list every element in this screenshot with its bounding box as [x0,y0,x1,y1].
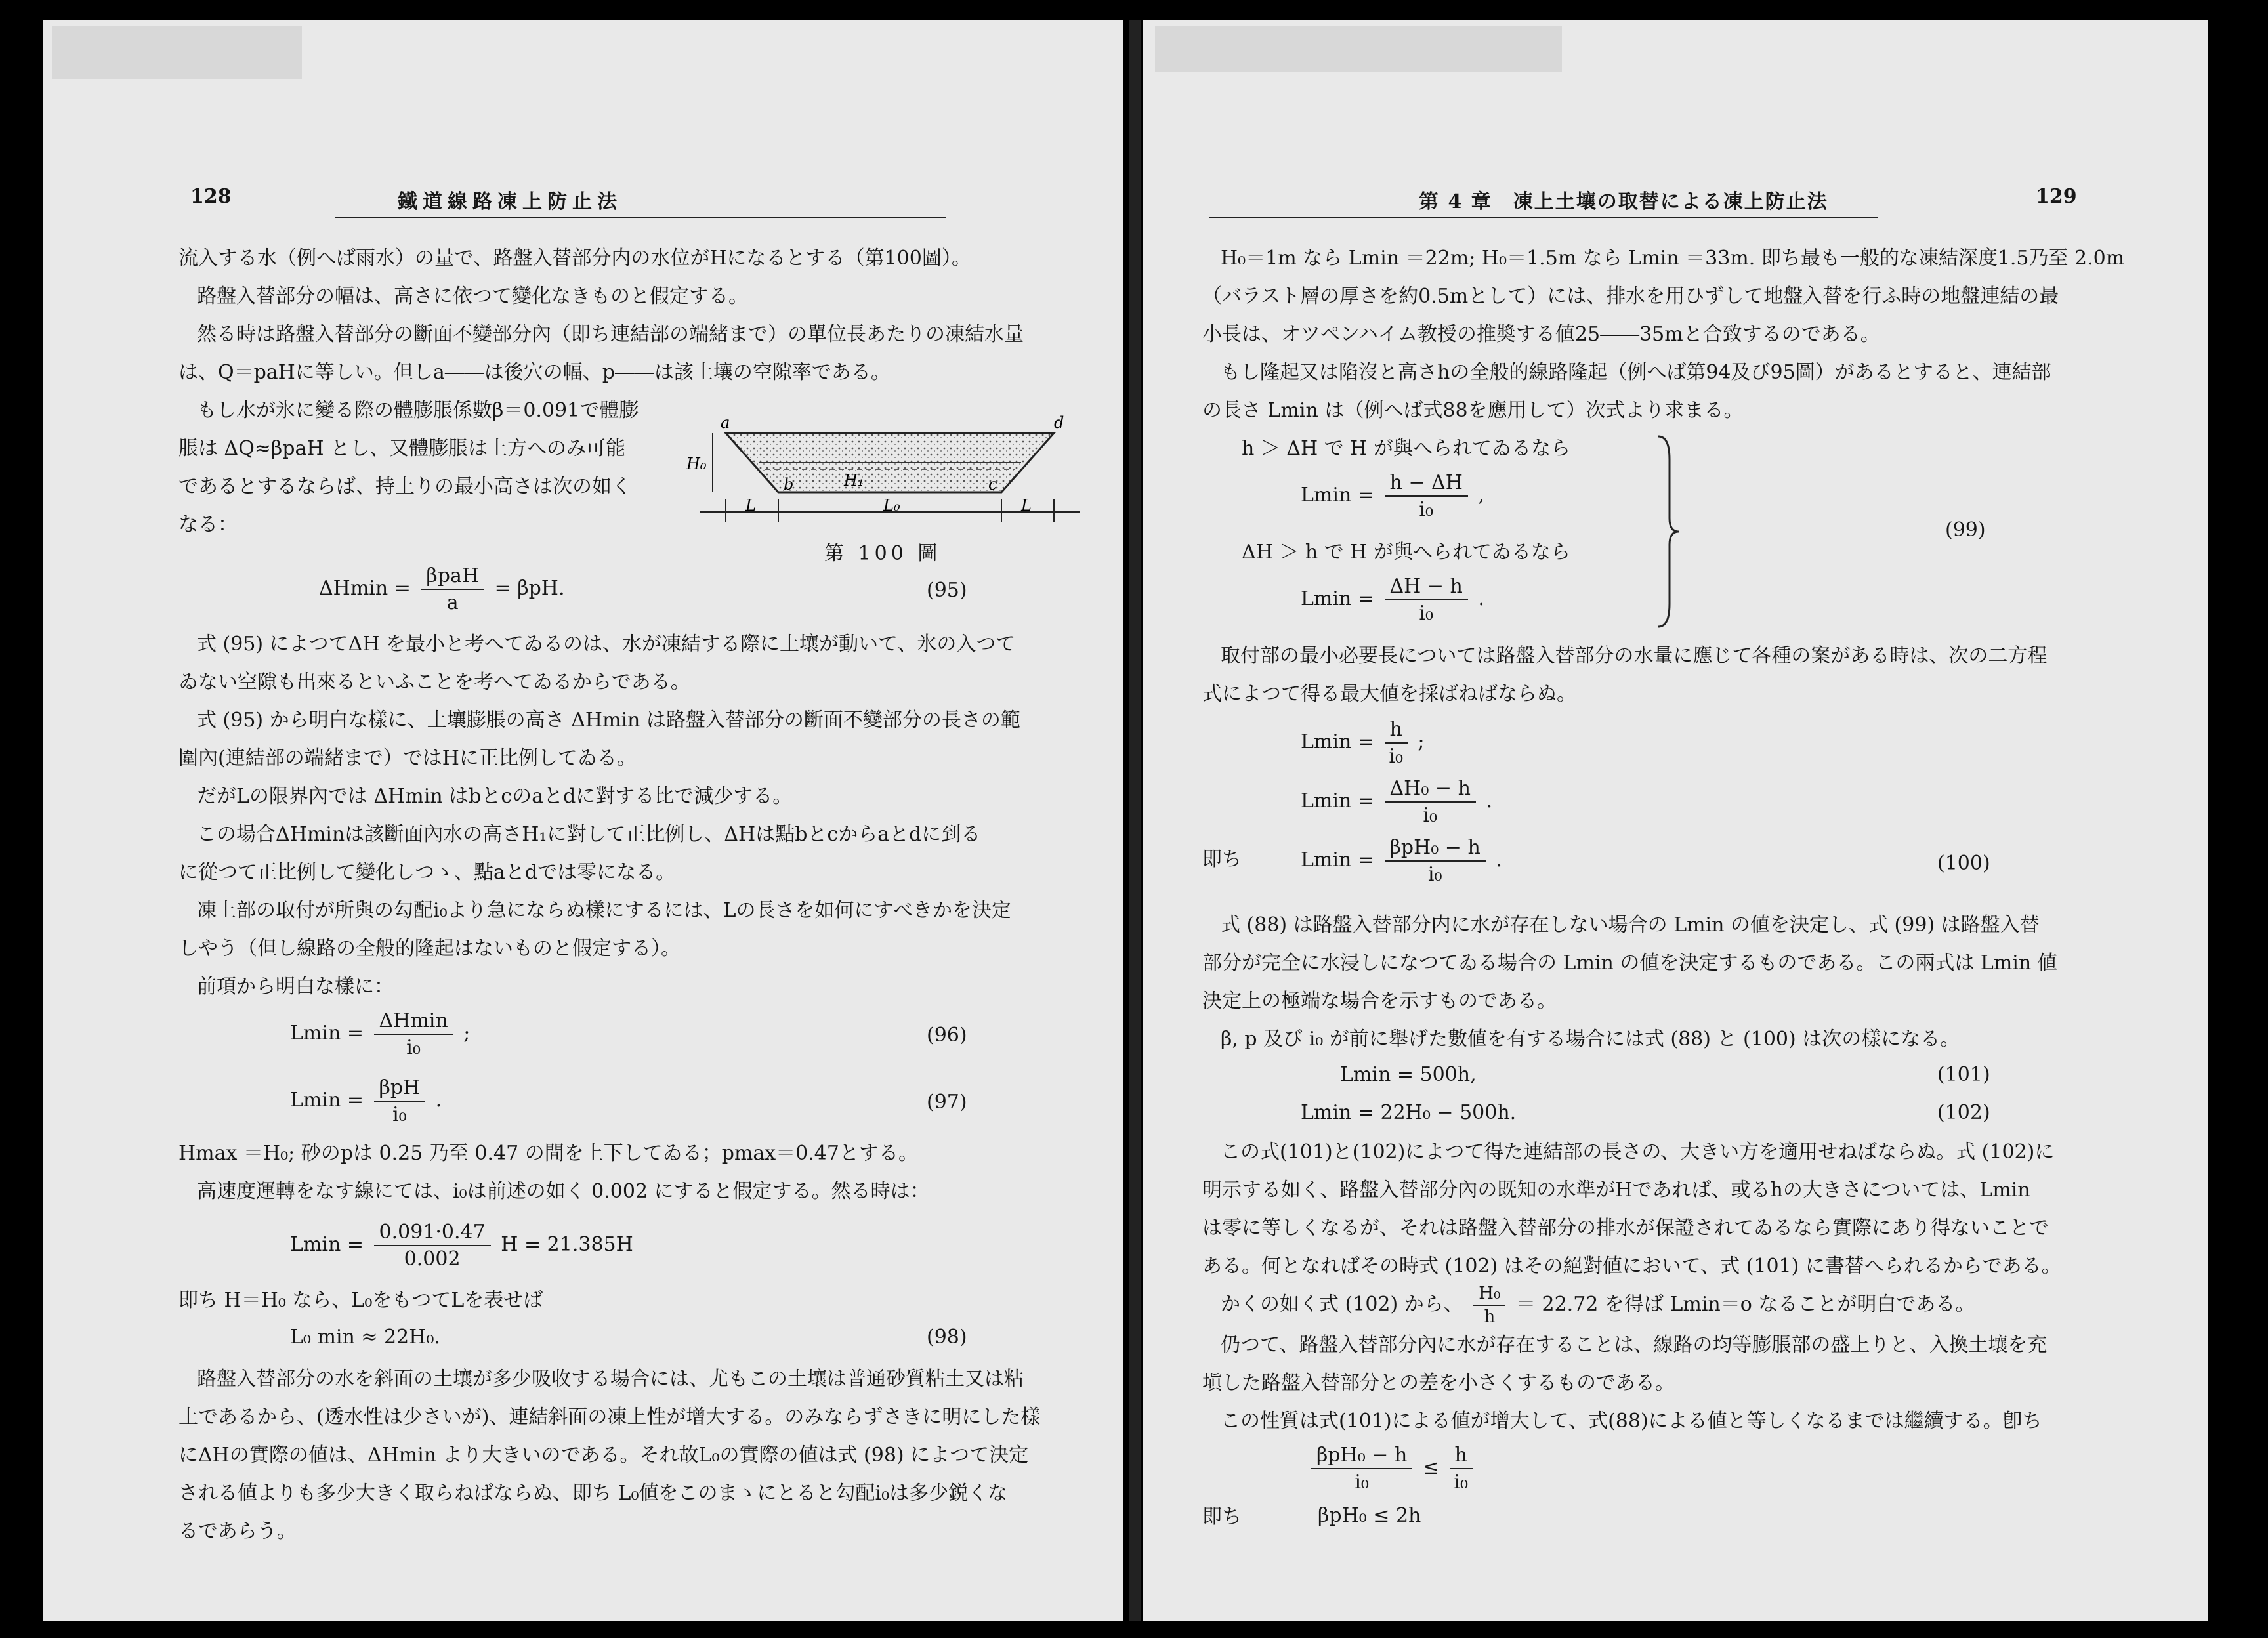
fraction [374,1076,426,1126]
equation-99b [1301,575,1484,625]
operator: ≤ [1422,1456,1439,1479]
eq-lhs: Lmin = [1301,849,1374,872]
fig-label-b: b [784,475,794,494]
denominator: i₀ [406,1036,421,1059]
fraction [1385,718,1408,768]
eq-rhs: . [1486,789,1492,812]
text-line: 式 (88) は路盤入替部分内に水が存在しない場合の Lmin の値を決定し、式 (99) は路盤入替 [1221,914,2040,936]
text-line: H₀＝1m なら Lmin ＝22m; H₀＝1.5m なら Lmin ＝33m. 即ち最も一般的な凍結深度1.5乃至 2.0m [1221,247,2125,270]
fraction [421,564,484,614]
denominator: i₀ [1419,498,1433,521]
right-page-number: 129 [2036,185,2077,208]
right-page-header [1143,177,2208,223]
text-line: 流入する水（例へば雨水）の量で、路盤入替部分内の水位がHになるとする（第100圖）。 [178,247,971,270]
denominator: i₀ [1423,804,1438,827]
left-header-rule [335,217,946,218]
equation-100a [1301,718,1425,768]
left-running-title: 鐵道線路凍上防止法 [398,190,622,213]
numerator: βpaH [421,564,484,590]
text-line: される値よりも多少大きく取らねばならぬ、即ち L₀値をこのまゝにとると勾配i₀は多少鋭くな [178,1482,1008,1505]
right-header-rule [1209,217,1878,218]
text-line: であるとするならば、持上りの最小高さは次の如く [178,475,631,498]
text-line: もし隆起又は陷沒と高さhの全般的線路隆起（例へば第94及び95圖）があるとすると、連結部 [1221,361,2051,384]
text-line: 式 (95) から明白な樣に、土壤膨脹の高さ ΔHmin は路盤入替部分の斷面不變部分の長さの範 [197,709,1020,732]
denominator: a [446,591,459,614]
text-line: この式(101)と(102)によつて得た連結部の長さの、大きい方を適用せねばならぬ。式 (102)に [1221,1141,2055,1164]
equation-number-99: (99) [1945,518,1986,541]
numerator: ΔH − h [1385,575,1468,600]
text-line: ある。何となればその時式 (102) はその絕對値において、式 (101) に書替へられるからである。 [1202,1255,2061,1278]
text-line: 路盤入替部分の水を斜面の土壤が多少吸收する場合には、尤もこの土壤は普通砂質粘土又は粘 [197,1368,1024,1391]
equation-calc [290,1221,633,1270]
equation-96 [290,1009,470,1059]
equation-101: Lmin = 500h, [1340,1063,1477,1086]
fig-label-c: c [988,475,998,494]
equation-98: L₀ min ≈ 22H₀. [290,1326,440,1349]
eq-rhs: ; [463,1022,471,1045]
equation-number-98: (98) [927,1326,967,1349]
fig-label-l-right: L [1021,496,1032,514]
fig-label-h0: H₀ [686,455,707,473]
fraction [1385,575,1468,625]
scan-noise [52,26,302,79]
text-line: 小長は、オツペンハイム教授の推奬する値25――35mと合致するのである。 [1202,323,1880,346]
denominator: 0.002 [404,1248,461,1270]
text-line: 然る時は路盤入替部分の斷面不變部分內（即ち連結部の端緒まで）の單位長あたりの凍結水量 [197,323,1024,346]
eq-rhs: H = 21.385H [501,1233,633,1256]
equation-102: Lmin = 22H₀ − 500h. [1301,1101,1517,1124]
equation-100c [1301,836,1502,886]
fraction [374,1009,453,1059]
text-fragment: かくの如く式 (102) から、 [1221,1293,1463,1316]
numerator: h [1450,1444,1473,1469]
eq-rhs: ; [1418,730,1425,753]
numerator: ΔHmin [374,1009,453,1035]
numerator: βpH₀ − h [1385,836,1486,862]
text-line: の長さ Lmin は（例へば式88を應用して）次式より求まる。 [1202,399,1744,422]
text-line: 脹は ΔQ≈βpaH とし、又體膨脹は上方へのみ可能 [178,437,626,460]
prefix-sokuchi: 即ち [1202,1505,1242,1528]
text-line: 塡した路盤入替部分との差を小さくするものである。 [1202,1372,1675,1395]
fraction [1385,777,1476,827]
text-line: 式 (95) によつてΔH を最小と考へてゐるのは、水が凍結する際に土壤が動いて、氷の入つて [197,633,1016,656]
text-line: 仍つて、路盤入替部分內に水が存在することは、線路の均等膨脹部の盛上りと、入換土壤を充 [1221,1334,2048,1356]
text-line: Hmax ＝H₀; 砂のpは 0.25 乃至 0.47 の間を上下してゐる；pmax＝0.47とする。 [178,1142,918,1165]
book-gutter [1129,20,1141,1621]
fraction [1385,471,1468,521]
equation-97 [290,1076,442,1126]
text-line: に從つて正比例して變化しつゝ、點aとdでは零になる。 [178,861,676,884]
fig-label-d: d [1054,413,1064,432]
text-line: ゐない空隙も出來るといふことを考へてゐるからである。 [178,671,690,694]
equation-number-97: (97) [927,1091,967,1114]
eq-lhs: Lmin = [1301,484,1374,507]
inequality-1 [1307,1444,1477,1494]
text-line: 式によつて得る最大値を採ばねばならぬ。 [1202,682,1576,705]
eq-rhs: . [1496,849,1502,872]
text-line: 圍內(連結部の端緒まで）ではHに正比例してゐる。 [178,747,637,770]
text-line: この性質は式(101)による値が增大して、式(88)による値と等しくなるまでは繼續する。卽ち [1221,1410,2042,1433]
equation-number-101: (101) [1937,1063,1990,1086]
text-line: この場合ΔHminは該斷面內水の高さH₁に對して正比例し、ΔHは點bとcからaとdに到る [197,823,981,846]
figure-100-diagram [686,400,1093,532]
denominator: i₀ [392,1103,407,1126]
denominator: i₀ [1427,863,1442,886]
eq-lhs: Lmin = [290,1233,364,1256]
condition-line: h ＞ ΔH で H が與へられてゐるなら [1242,437,1570,460]
eq-lhs: Lmin = [1301,789,1374,812]
text-fragment: ＝ 22.72 を得ば Lmin＝o なることが明白である。 [1515,1293,1975,1316]
fraction [1450,1444,1473,1494]
text-line-with-fraction [1221,1284,1975,1327]
fraction [1311,1444,1412,1494]
denominator: i₀ [1454,1471,1468,1494]
eq-rhs: . [1478,587,1484,610]
text-line: 部分が完全に水浸しになつてゐる場合の Lmin の値を決定するものである。この兩式は Lmin 値 [1202,952,2057,975]
fig-label-h1: H₁ [844,471,864,490]
text-line: しやう（但し線路の全般的隆起はないものと假定する）。 [178,937,681,960]
condition-line: ΔH ＞ h で H が與へられてゐるなら [1242,541,1570,564]
text-line: 土であるから、(透水性は少さいが)、連結斜面の凍上性が增大する。のみならずさきに明にした樣 [178,1406,1041,1429]
numerator: βpH [374,1076,426,1102]
denominator: h [1484,1307,1496,1327]
equation-number-95: (95) [927,579,967,602]
numerator: 0.091·0.47 [374,1221,491,1246]
denominator: i₀ [1389,745,1403,768]
scan-noise [1155,26,1562,72]
text-line: るであらう。 [178,1520,297,1543]
numerator: h [1385,718,1408,744]
equation-95 [319,564,565,614]
left-page-header [43,177,1124,223]
eq-rhs: . [435,1089,442,1112]
denominator: i₀ [1419,602,1433,625]
text-line: 路盤入替部分の幅は、高さに依つて變化なきものと假定する。 [197,285,748,308]
text-line: にΔHの實際の値は、ΔHmin より大きいのである。それ故L₀の實際の値は式 (98) によつて決定 [178,1444,1029,1467]
text-line: だがLの限界內では ΔHmin はbとcのaとdに對する比で減少する。 [197,785,793,808]
text-line: （バラスト層の厚さを約0.5mとして）には、排水を用ひずして地盤入替を行ふ時の地盤連結の最 [1202,285,2059,308]
fig-label-a: a [721,413,730,432]
eq-lhs: Lmin = [290,1022,364,1045]
right-running-title: 第 4 章 凍上土壤の取替による凍上防止法 [1419,190,1828,213]
eq-lhs: Lmin = [1301,730,1374,753]
left-page-number: 128 [190,185,232,208]
prefix-sokuchi: 即ち [1202,848,1242,871]
denominator: i₀ [1354,1471,1369,1494]
text-line: 取付部の最小必要長については路盤入替部分の水量に應じて各種の案がある時は、次の二方程 [1221,644,2048,667]
eq-rhs: = βpH. [494,577,565,600]
right-page [1143,20,2208,1621]
equation-number-96: (96) [927,1024,967,1047]
fraction [1473,1284,1505,1327]
numerator: h − ΔH [1385,471,1468,497]
eq-lhs: Lmin = [1301,587,1374,610]
eq-lhs: ΔHmin = [319,577,411,600]
eq-lhs: Lmin = [290,1089,364,1112]
equation-99a [1301,471,1484,521]
equation-number-102: (102) [1937,1101,1990,1124]
text-line: 前項から明白な樣に： [197,975,394,998]
left-page [43,20,1124,1621]
text-line: 決定上の極端な場合を示すものである。 [1202,990,1557,1013]
numerator: ΔH₀ − h [1385,777,1476,803]
text-line: なる： [178,513,238,536]
numerator: βpH₀ − h [1311,1444,1412,1469]
equation-number-100: (100) [1937,852,1990,875]
text-line: は、Q＝paHに等しい。但しa――は後穴の幅、p――は該土壤の空隙率である。 [178,361,891,384]
text-line: は零に等しくなるが、それは路盤入替部分の排水が保證されてゐるなら實際にあり得ないことで [1202,1217,2049,1240]
inequality-2: βpH₀ ≤ 2h [1318,1504,1421,1527]
right-brace [1655,433,1681,630]
fraction [374,1221,491,1270]
fig-label-l0: L₀ [883,496,900,514]
text-line: 凍上部の取付が所與の勾配i₀より急にならぬ樣にするには、Lの長さを如何にすべきかを決定 [197,899,1011,922]
text-line: β, p 及び i₀ が前に舉げた數値を有する場合には式 (88) と (100) は次の樣になる。 [1221,1028,1960,1051]
fig-label-l-left: L [746,496,756,514]
text-line: 明示する如く、路盤入替部分內の既知の水準がHであれば、或るhの大きさについては、Lmin [1202,1179,2030,1202]
equation-100b [1301,777,1492,827]
text-line: 即ち H＝H₀ なら、L₀をもつてLを表せば [178,1289,543,1312]
numerator: H₀ [1473,1284,1505,1306]
text-line: もし水が氷に變る際の體膨脹係數β＝0.091で體膨 [197,399,639,422]
figure-100-caption: 第 100 圖 [824,542,942,565]
fraction [1385,836,1486,886]
text-line: 高速度運轉をなす線にては、i₀は前述の如く 0.002 にすると假定する。然る時は： [197,1180,930,1203]
eq-rhs: , [1478,484,1484,507]
